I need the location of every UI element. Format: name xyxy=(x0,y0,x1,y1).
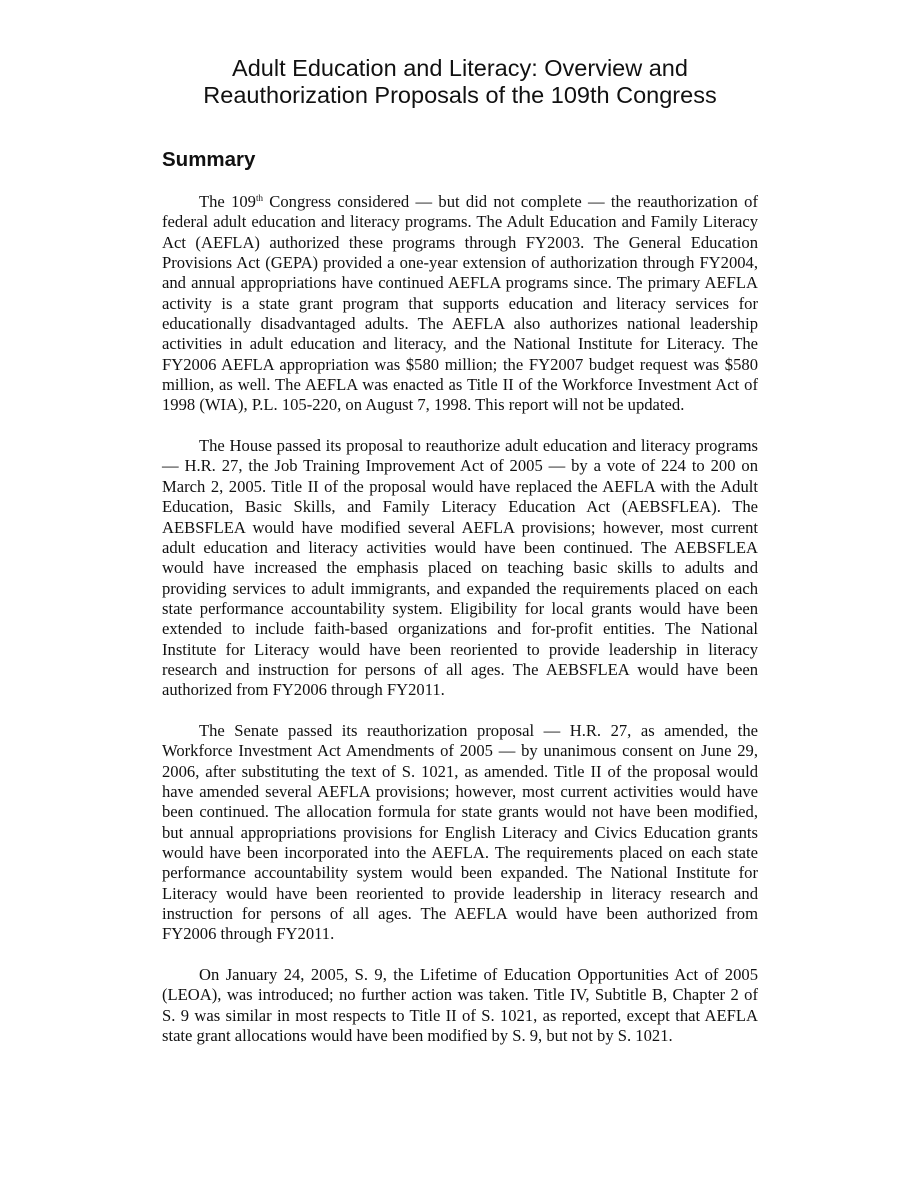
summary-paragraph-1 xyxy=(162,192,758,416)
summary-heading: Summary xyxy=(162,148,256,171)
report-title-line-1: Adult Education and Literacy: Overview and xyxy=(232,55,688,81)
paragraph-1-lead: The 109 xyxy=(199,192,256,211)
report-title xyxy=(100,55,820,109)
summary-paragraph-2: The House passed its proposal to reauthorize adult education and literacy programs — H.R. 27, the Job Training Improvement Act of 2005 — by a vote of 224 to 200 on March 2, 2005. Title II of the proposal would have replaced the AEFLA with the Adult Education, Basic Skills, and Family Literacy Education Act (AEBSFLEA). The AEBSFLEA would have modified several AEFLA provisions; however, most current adult education and literacy activities would have been continued. The AEBSFLEA would have increased the emphasis placed on teaching basic skills to adults and providing services to adult immigrants, and expanded the requirements placed on each state performance accountability system. Eligibility for local grants would have been extended to include faith-based organizations and for-profit entities. The National Institute for Literacy would have been reoriented to provide leadership in literacy research and instruction for persons of all ages. The AEBSFLEA would have been authorized from FY2006 through FY2011. xyxy=(162,436,758,700)
report-title-line-2: Reauthorization Proposals of the 109th Congress xyxy=(203,82,717,108)
paragraph-1-text: Congress considered — but did not complete — the reauthorization of federal adult education and literacy programs. The Adult Education and Family Literacy Act (AEFLA) authorized these programs through FY2003. The General Education Provisions Act (GEPA) provided a one-year extension of authorization through FY2004, and annual appropriations have continued AEFLA programs since. The primary AEFLA activity is a state grant program that supports education and literacy services for educationally disadvantaged adults. The AEFLA also authorizes national leadership activities in adult education and literacy, and the National Institute for Literacy. The FY2006 AEFLA appropriation was $580 million; the FY2007 budget request was $580 million, as well. The AEFLA was enacted as Title II of the Workforce Investment Act of 1998 (WIA), P.L. 105-220, on August 7, 1998. This report will not be updated. xyxy=(162,192,758,415)
summary-paragraph-4: On January 24, 2005, S. 9, the Lifetime of Education Opportunities Act of 2005 (LEOA), was introduced; no further action was taken. Title IV, Subtitle B, Chapter 2 of S. 9 was similar in most respects to Title II of S. 1021, as reported, except that AEFLA state grant allocations would have been modified by S. 9, but not by S. 1021. xyxy=(162,965,758,1046)
summary-paragraph-3: The Senate passed its reauthorization proposal — H.R. 27, as amended, the Workforce Investment Act Amendments of 2005 — by unanimous consent on June 29, 2006, after substituting the text of S. 1021, as amended. Title II of the proposal would have amended several AEFLA provisions; however, most current activities would have been continued. The allocation formula for state grants would not have been modified, but annual appropriations provisions for English Literacy and Civics Education grants would have been incorporated into the AEFLA. The requirements placed on each state performance accountability system would been expanded. The National Institute for Literacy would have been reoriented to provide leadership in literacy research and instruction for persons of all ages. The AEFLA would have been authorized from FY2006 through FY2011. xyxy=(162,720,758,944)
ordinal-suffix: th xyxy=(255,193,263,203)
summary-body xyxy=(162,192,758,1067)
